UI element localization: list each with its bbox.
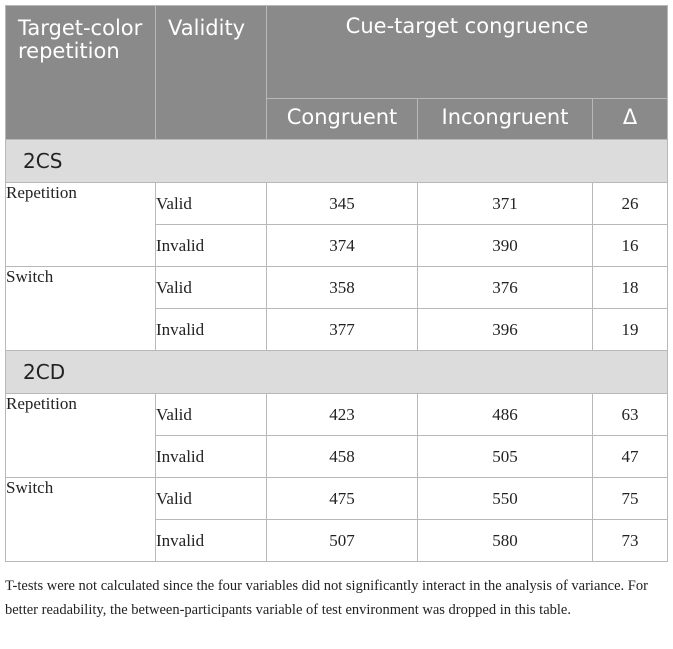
incongruent-cell: 550 xyxy=(418,478,593,520)
incongruent-cell: 486 xyxy=(418,394,593,436)
delta-cell: 19 xyxy=(593,309,668,351)
table-header xyxy=(6,6,668,140)
incongruent-cell: 390 xyxy=(418,225,593,267)
group-label: Repetition xyxy=(6,394,156,478)
congruent-cell: 507 xyxy=(267,520,418,562)
group-label: Switch xyxy=(6,478,156,562)
incongruent-cell: 505 xyxy=(418,436,593,478)
table-row xyxy=(6,183,668,225)
header-cue-target-congruence: Cue-target congruence xyxy=(267,6,668,99)
group-label: Switch xyxy=(6,267,156,351)
incongruent-cell: 396 xyxy=(418,309,593,351)
validity-cell: Valid xyxy=(156,183,267,225)
header-incongruent: Incongruent xyxy=(418,99,593,140)
group-label: Repetition xyxy=(6,183,156,267)
validity-cell: Valid xyxy=(156,478,267,520)
header-delta: Δ xyxy=(593,99,668,140)
table-body xyxy=(6,140,668,562)
incongruent-cell: 580 xyxy=(418,520,593,562)
validity-cell: Invalid xyxy=(156,309,267,351)
section-label: 2CD xyxy=(6,351,668,394)
delta-cell: 16 xyxy=(593,225,668,267)
congruent-cell: 345 xyxy=(267,183,418,225)
delta-cell: 73 xyxy=(593,520,668,562)
congruent-cell: 377 xyxy=(267,309,418,351)
validity-cell: Invalid xyxy=(156,225,267,267)
validity-cell: Valid xyxy=(156,267,267,309)
table-footnote: T-tests were not calculated since the four variables did not significantly interact in the analysis of variance. For better readability, the between-participants variable of test environment was dropped in this table. xyxy=(5,578,648,618)
table-row xyxy=(6,267,668,309)
header-target-color-repetition: Target-color repetition xyxy=(6,6,156,140)
table-row xyxy=(6,478,668,520)
section-label: 2CS xyxy=(6,140,668,183)
results-table xyxy=(5,5,668,562)
incongruent-cell: 371 xyxy=(418,183,593,225)
delta-cell: 75 xyxy=(593,478,668,520)
congruent-cell: 374 xyxy=(267,225,418,267)
congruent-cell: 475 xyxy=(267,478,418,520)
validity-cell: Valid xyxy=(156,394,267,436)
validity-cell: Invalid xyxy=(156,436,267,478)
congruent-cell: 458 xyxy=(267,436,418,478)
validity-cell: Invalid xyxy=(156,520,267,562)
section-row xyxy=(6,351,668,394)
header-congruent: Congruent xyxy=(267,99,418,140)
delta-cell: 63 xyxy=(593,394,668,436)
congruent-cell: 358 xyxy=(267,267,418,309)
delta-cell: 26 xyxy=(593,183,668,225)
incongruent-cell: 376 xyxy=(418,267,593,309)
table-row xyxy=(6,394,668,436)
delta-cell: 18 xyxy=(593,267,668,309)
header-validity: Validity xyxy=(156,6,267,140)
congruent-cell: 423 xyxy=(267,394,418,436)
delta-cell: 47 xyxy=(593,436,668,478)
section-row xyxy=(6,140,668,183)
